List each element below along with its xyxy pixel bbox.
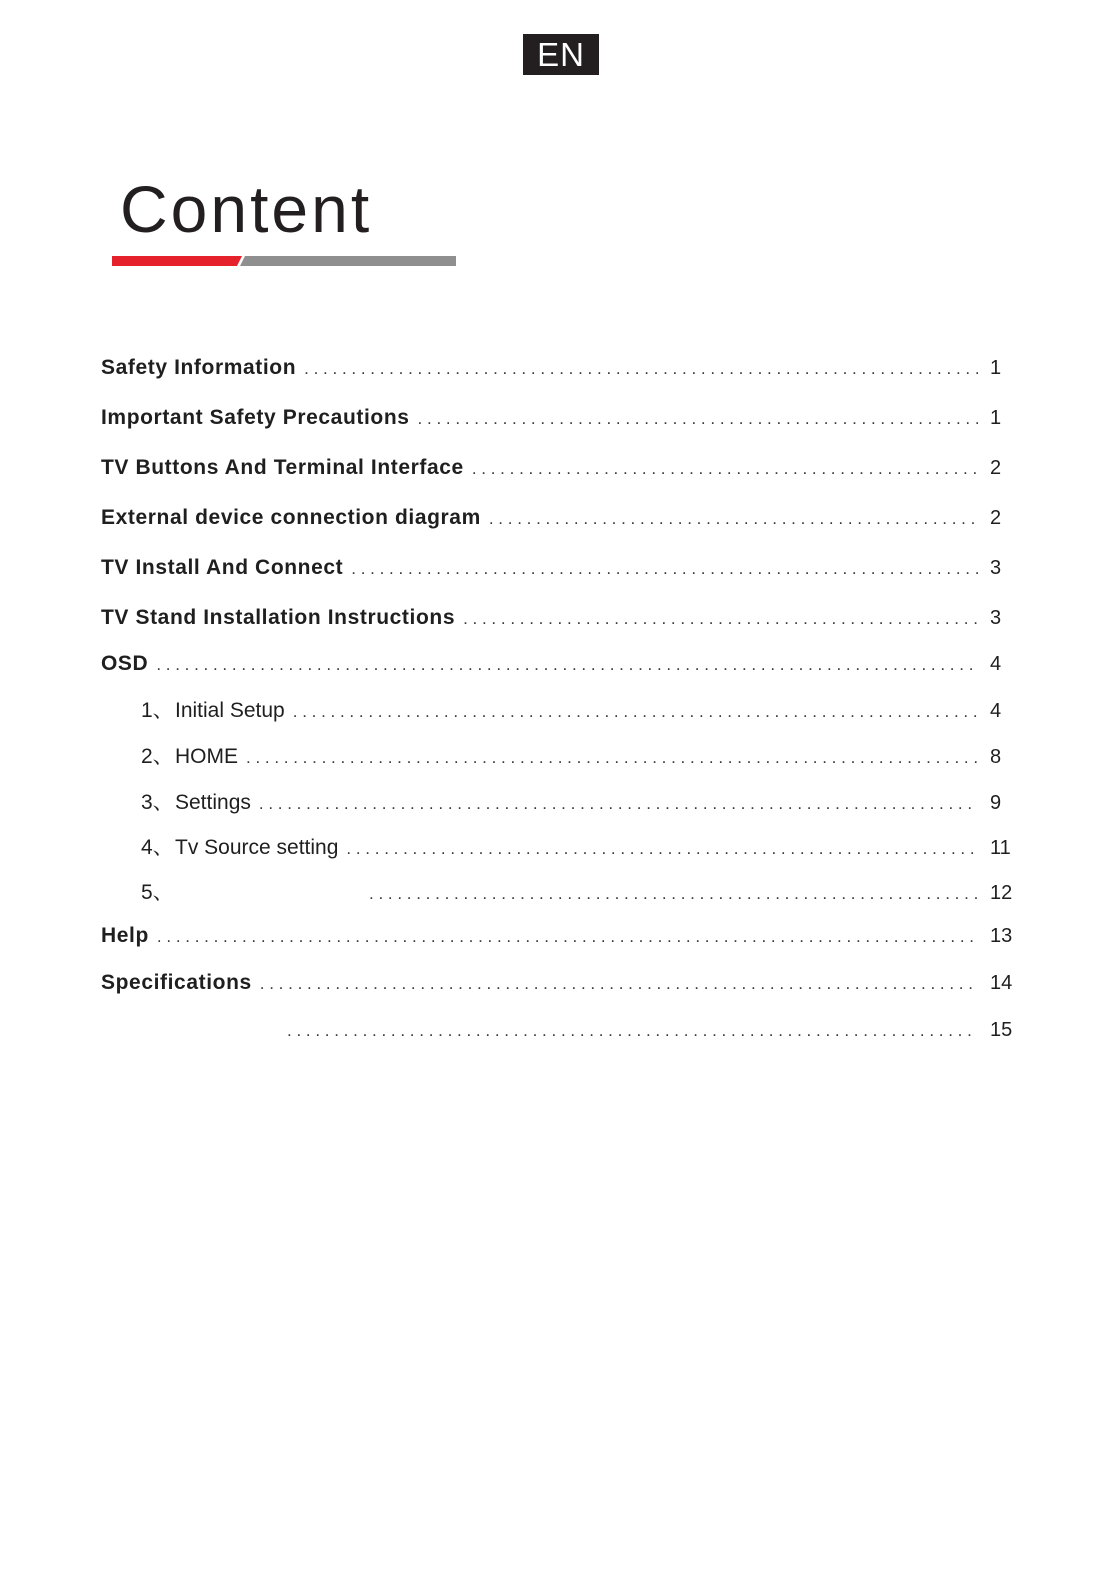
toc-entry-last[interactable]: [101, 1019, 1026, 1042]
toc-page-number: 1: [990, 407, 1002, 429]
toc-page-number: 4: [990, 700, 1002, 722]
toc-entry-safety-information[interactable]: [101, 356, 1026, 380]
toc-dot-leader: [351, 559, 978, 579]
toc-page-number: 14: [990, 972, 1013, 994]
toc-entry-number: 4、: [141, 836, 174, 859]
toc-entry-label: [141, 740, 238, 770]
toc-entry-item-5[interactable]: [141, 876, 1026, 906]
toc-entry-text: Settings: [175, 791, 251, 814]
toc-dot-leader: [157, 927, 978, 947]
toc-entry-text: Tv Source setting: [175, 836, 339, 859]
toc-entry-specifications[interactable]: [101, 971, 1026, 995]
toc-entry-label: OSD: [101, 652, 149, 675]
toc-page-number: 3: [990, 557, 1002, 579]
toc-entry-tv-install[interactable]: [101, 556, 1026, 580]
toc-entry-label: TV Install And Connect: [101, 556, 344, 579]
toc-page-number: 11: [990, 837, 1011, 859]
toc-dot-leader: [156, 655, 978, 675]
toc-page-number: 4: [990, 653, 1002, 675]
toc-entry-tv-source-setting[interactable]: [141, 831, 1026, 861]
toc-entry-osd[interactable]: [101, 652, 1026, 676]
toc-entry-text: Initial Setup: [175, 699, 285, 722]
language-badge: EN: [523, 34, 599, 75]
toc-dot-leader: [418, 409, 978, 429]
toc-dot-leader: [246, 748, 978, 768]
title-underline: [112, 256, 456, 266]
toc-page-number: 2: [990, 507, 1002, 529]
toc-dot-leader: [304, 359, 978, 379]
toc-entry-label: TV Buttons And Terminal Interface: [101, 456, 464, 479]
toc-entry-label: [141, 694, 285, 724]
toc-entry-tv-stand[interactable]: [101, 606, 1026, 630]
toc-entry-label: External device connection diagram: [101, 506, 481, 529]
toc-entry-label: Safety Information: [101, 356, 297, 379]
toc-entry-label: Specifications: [101, 971, 252, 994]
toc-dot-leader: [463, 609, 978, 629]
toc-entry-label: [141, 786, 251, 816]
toc-dot-leader: [287, 1021, 978, 1041]
toc-entry-label: [141, 831, 338, 861]
title-underline-red: [112, 256, 242, 266]
toc-entry-label: Help: [101, 924, 149, 947]
toc-entry-tv-buttons[interactable]: [101, 456, 1026, 480]
toc-page-number: 3: [990, 607, 1002, 629]
toc-entry-label: TV Stand Installation Instructions: [101, 606, 456, 629]
toc-dot-leader: [260, 974, 978, 994]
toc-page-number: 1: [990, 357, 1002, 379]
toc-entry-help[interactable]: [101, 924, 1026, 948]
toc-entry-text: HOME: [175, 745, 238, 768]
toc-entry-initial-setup[interactable]: [141, 694, 1026, 724]
toc-entry-important-safety-precautions[interactable]: [101, 406, 1026, 430]
title-underline-gray: [240, 256, 456, 266]
toc-dot-leader: [346, 839, 978, 859]
toc-entry-number: 5、: [141, 881, 174, 904]
toc-dot-leader: [472, 459, 978, 479]
toc-dot-leader: [293, 702, 978, 722]
toc-entry-label: Important Safety Precautions: [101, 406, 410, 429]
toc-entry-number: 1、: [141, 699, 174, 722]
toc-page-number: 13: [990, 925, 1013, 947]
toc-page-number: 2: [990, 457, 1002, 479]
toc-entry-home[interactable]: [141, 740, 1026, 770]
toc-page-number: 8: [990, 746, 1002, 768]
toc-dot-leader: [489, 509, 978, 529]
toc-entry-settings[interactable]: [141, 786, 1026, 816]
page-title: Content: [120, 172, 373, 246]
toc-entry-external-device[interactable]: [101, 506, 1026, 530]
toc-page-number: 9: [990, 792, 1002, 814]
toc-dot-leader: [369, 884, 978, 904]
toc-entry-label: [141, 876, 361, 906]
toc-entry-number: 2、: [141, 745, 174, 768]
toc-dot-leader: [259, 794, 978, 814]
toc-entry-number: 3、: [141, 791, 174, 814]
toc-page-number: 12: [990, 882, 1013, 904]
toc-page-number: 15: [990, 1019, 1013, 1041]
